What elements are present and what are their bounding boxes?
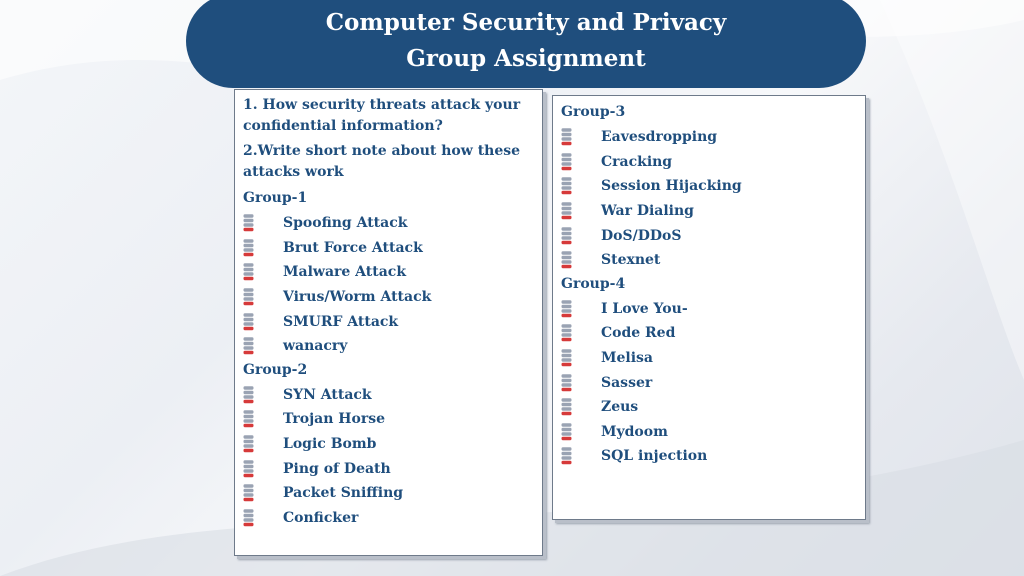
stacked-bars-bullet-icon <box>243 239 254 257</box>
list-item <box>243 285 536 310</box>
list-item-label: Brut Force Attack <box>283 239 423 256</box>
list-item <box>561 321 859 346</box>
list-item <box>561 174 859 199</box>
list-item-label: Sasser <box>601 374 653 391</box>
stacked-bars-bullet-icon <box>561 251 572 269</box>
list-item-label: Conficker <box>283 509 359 526</box>
list-item <box>243 211 536 236</box>
group-list <box>561 101 859 469</box>
list-item-label: Packet Sniffing <box>283 485 404 502</box>
list-item-label: SMURF Attack <box>283 313 399 330</box>
group-title: Group-3 <box>561 104 626 120</box>
stacked-bars-bullet-icon <box>561 447 572 465</box>
stacked-bars-bullet-icon <box>243 410 254 428</box>
list-item-label: Zeus <box>601 399 639 416</box>
list-item-label: Malware Attack <box>283 264 407 281</box>
stacked-bars-bullet-icon <box>243 288 254 306</box>
stacked-bars-bullet-icon <box>243 460 254 478</box>
list-item-label: Eavesdropping <box>601 129 718 146</box>
stacked-bars-bullet-icon <box>243 484 254 502</box>
list-item <box>561 370 859 395</box>
question-2: 2.Write short note about how these attacks work <box>243 143 521 180</box>
title-line-2: Group Assignment <box>406 45 646 72</box>
left-panel <box>234 89 543 556</box>
question-1: 1. How security threats attack your confidential information? <box>243 97 521 134</box>
list-item-label: DoS/DDoS <box>601 227 682 244</box>
list-item-label: War Dialing <box>601 203 694 220</box>
list-item-label: Virus/Worm Attack <box>283 289 432 306</box>
list-item-label: SQL injection <box>601 448 708 465</box>
list-item <box>561 297 859 322</box>
stacked-bars-bullet-icon <box>561 349 572 367</box>
stacked-bars-bullet-icon <box>243 337 254 355</box>
group-title: Group-4 <box>561 275 626 292</box>
list-item-label: Trojan Horse <box>283 411 386 428</box>
list-item-label: Melisa <box>601 350 653 367</box>
stacked-bars-bullet-icon <box>243 263 254 281</box>
list-item <box>243 432 536 457</box>
list-item-label: wanacry <box>283 338 348 355</box>
list-item <box>243 481 536 506</box>
stacked-bars-bullet-icon <box>561 177 572 195</box>
list-item <box>243 456 536 481</box>
list-item <box>561 346 859 371</box>
stacked-bars-bullet-icon <box>243 214 254 232</box>
list-item <box>243 260 536 285</box>
list-item-label: Cracking <box>601 153 673 170</box>
list-item <box>561 125 859 150</box>
stacked-bars-bullet-icon <box>561 423 572 441</box>
list-item <box>243 334 536 359</box>
title-line-1: Computer Security and Privacy <box>325 9 727 36</box>
group-title: Group-1 <box>243 190 308 206</box>
stacked-bars-bullet-icon <box>243 313 254 331</box>
list-item <box>243 506 536 531</box>
list-item <box>561 420 859 445</box>
stacked-bars-bullet-icon <box>561 300 572 318</box>
list-item-label: Spoofing Attack <box>283 215 408 232</box>
list-item-label: Mydoom <box>601 423 668 440</box>
stacked-bars-bullet-icon <box>561 374 572 392</box>
list-item <box>561 223 859 248</box>
list-item-label: I Love You- <box>601 300 688 317</box>
stacked-bars-bullet-icon <box>243 509 254 527</box>
list-item <box>561 199 859 224</box>
list-item <box>243 383 536 408</box>
stacked-bars-bullet-icon <box>243 386 254 404</box>
group-list <box>243 187 536 530</box>
list-item <box>243 309 536 334</box>
group-title: Group-2 <box>243 361 308 378</box>
list-item-label: Code Red <box>601 325 676 342</box>
stacked-bars-bullet-icon <box>561 324 572 342</box>
list-item-label: Stexnet <box>601 252 661 269</box>
list-item-label: Logic Bomb <box>283 436 377 453</box>
list-item <box>561 444 859 469</box>
list-item <box>561 395 859 420</box>
stacked-bars-bullet-icon <box>561 202 572 220</box>
title-banner <box>186 0 866 88</box>
list-item <box>243 407 536 432</box>
list-item-label: Ping of Death <box>283 460 391 477</box>
stacked-bars-bullet-icon <box>561 227 572 245</box>
stacked-bars-bullet-icon <box>243 435 254 453</box>
right-panel <box>552 95 866 520</box>
list-item-label: SYN Attack <box>283 386 372 403</box>
list-item <box>243 236 536 261</box>
stacked-bars-bullet-icon <box>561 153 572 171</box>
stacked-bars-bullet-icon <box>561 398 572 416</box>
list-item <box>561 248 859 273</box>
stacked-bars-bullet-icon <box>561 128 572 146</box>
list-item <box>561 150 859 175</box>
list-item-label: Session Hijacking <box>601 178 742 195</box>
